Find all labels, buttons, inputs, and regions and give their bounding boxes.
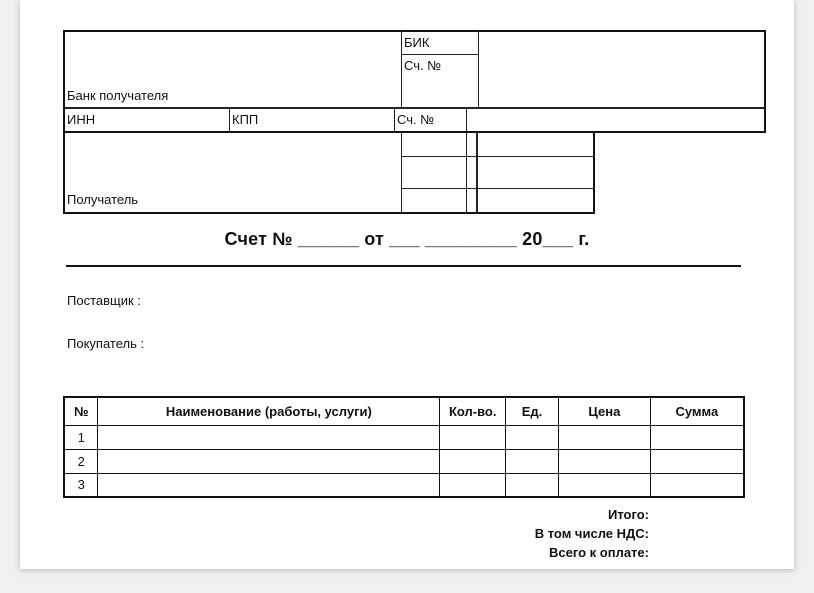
table-row [64, 473, 744, 497]
row-qty-cell [440, 425, 506, 449]
row-name-cell [98, 425, 440, 449]
recipient-label: Получатель [67, 192, 139, 207]
account-value-divider [466, 108, 467, 132]
supplier-label: Поставщик : [67, 293, 141, 308]
row-unit-cell [506, 449, 559, 473]
recipient-row-line-1 [401, 156, 594, 157]
payable-label: Всего к оплате: [549, 545, 649, 560]
bik-value-divider [478, 30, 479, 107]
recipient-col-divider-2 [466, 132, 467, 213]
row-sum-cell [650, 473, 744, 497]
col-header-price: Цена [558, 397, 650, 425]
recipient-box [63, 131, 595, 214]
row-unit-cell [506, 473, 559, 497]
col-header-sum: Сумма [650, 397, 744, 425]
row-number: 1 [64, 425, 98, 449]
invoice-title: Счет № ______ от ___ _________ 20___ г. [224, 229, 590, 249]
row-number: 2 [64, 449, 98, 473]
row-qty-cell [440, 473, 506, 497]
recipient-row-line-2 [401, 188, 594, 189]
bank-row-divider [63, 107, 766, 109]
col-header-unit: Ед. [506, 397, 559, 425]
bik-label: БИК [404, 35, 430, 50]
table-row [64, 449, 744, 473]
row-qty-cell [440, 449, 506, 473]
row-price-cell [558, 425, 650, 449]
account-label-2: Сч. № [397, 112, 435, 127]
row-name-cell [98, 449, 440, 473]
col-header-name: Наименование (работы, услуги) [98, 397, 440, 425]
col-header-num: № [64, 397, 98, 425]
total-label: Итого: [608, 507, 649, 522]
buyer-label: Покупатель : [67, 336, 145, 351]
inn-label: ИНН [67, 112, 96, 127]
items-table [63, 396, 745, 498]
row-sum-cell [650, 425, 744, 449]
account-label: Сч. № [404, 58, 442, 73]
bik-column-divider [401, 30, 402, 107]
row-price-cell [558, 449, 650, 473]
row-price-cell [558, 473, 650, 497]
recipient-col-divider-1 [401, 132, 402, 213]
inn-kpp-divider [229, 108, 230, 132]
kpp-account-divider [394, 108, 395, 132]
row-sum-cell [650, 449, 744, 473]
row-number: 3 [64, 473, 98, 497]
bank-label: Банк получателя [67, 88, 169, 103]
bik-underline [401, 54, 478, 55]
row-name-cell [98, 473, 440, 497]
col-header-qty: Кол-во. [440, 397, 506, 425]
table-row [64, 425, 744, 449]
vat-label: В том числе НДС: [534, 526, 649, 541]
title-rule [66, 265, 741, 267]
invoice-sheet [20, 0, 794, 569]
row-unit-cell [506, 425, 559, 449]
table-header-row [64, 397, 744, 425]
recipient-col-divider-3 [476, 132, 478, 213]
kpp-label: КПП [232, 112, 259, 127]
